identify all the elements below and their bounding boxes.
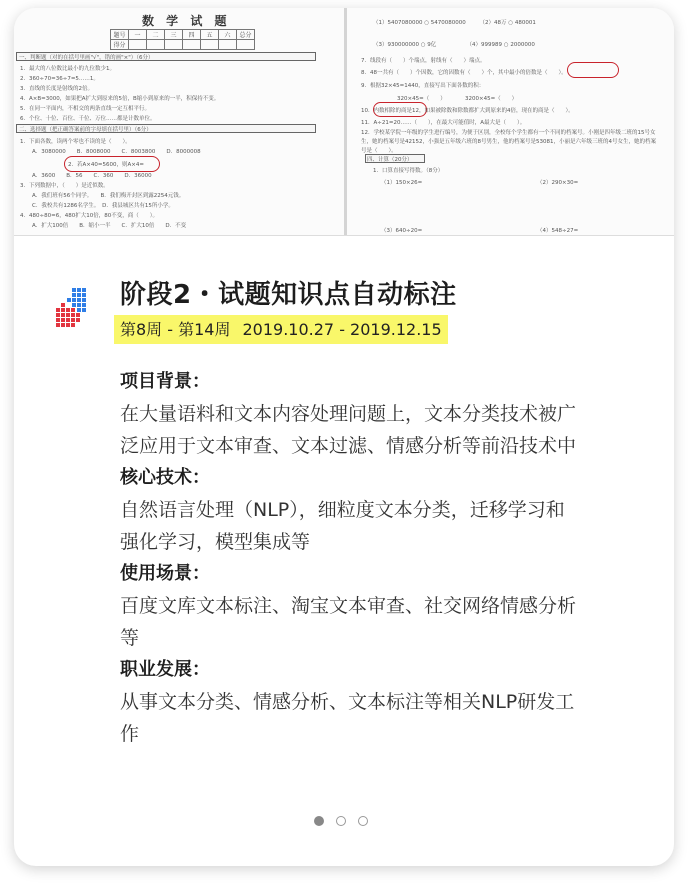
- exam-line: 12．学校某学院一年级的学生进行编号，为便于区别，全校每个学生都有一个不同的档案号。小刚是四年级二班的15号女生，她的档案号是42152，小强是五年级六班的8号男生，他的档案号是53081，小丽是六年级三班的4号女生，她的档案号是（ ）。: [361, 130, 656, 154]
- score-row-label: 得分: [111, 40, 129, 50]
- exam-line: 6．个位、十位、百位、千位、万位……都是计数单位。: [20, 116, 156, 122]
- section-body-career: 从事文本分类、情感分析、文本标注等相关NLP研发工作: [120, 691, 575, 745]
- exam-line: A．我们班有56个同学。 B．我们梅开封区到露2254元钱。: [32, 193, 185, 199]
- section-heading-background: 项目背景：: [120, 371, 210, 392]
- exam-line: A．扩大100倍 B．缩小一半 C．扩大10倍 D．不变: [32, 223, 187, 229]
- exam-line: （1）5407080000 ○ 5470080000 （2）48万 ○ 480001: [373, 20, 536, 26]
- exam-section-text: 四、计算（20分）: [367, 157, 413, 163]
- exam-paper-left-column: [14, 8, 344, 236]
- section-heading-use-cases: 使用场景：: [120, 563, 210, 584]
- exam-line: 10．内数相除的商是12，如果被除数和除数都扩大到原来的4倍，现在的商是（ ）。: [361, 108, 574, 114]
- exam-line: 1．口算直接写得数。（8分）: [373, 168, 444, 174]
- stage-description: [120, 366, 580, 750]
- exam-line: 1．下面各数，读两个零也不读的是（ ）。: [20, 139, 131, 145]
- exam-title: 数 学 试 题: [142, 14, 231, 28]
- section-heading-career: 职业发展：: [120, 659, 210, 680]
- score-header: 三: [165, 30, 183, 40]
- section-body-background: 在大量语料和文本内容处理问题上，文本分类技术被广泛应用于文本审查、文本过滤、情感分析等前沿技术中: [120, 403, 577, 457]
- exam-line: 11．A÷21=20……（ ），在最大可能值时，A最大是（ ）。: [361, 120, 526, 126]
- exam-line: 320×45=（ ） 3200×45=（ ）: [397, 96, 518, 102]
- score-header: 题号: [111, 30, 129, 40]
- pager-dot-1[interactable]: [314, 816, 324, 826]
- exam-line: 3．直线的长度是射线的2倍。: [20, 86, 93, 92]
- score-table: [110, 29, 255, 50]
- date-range-highlight: [114, 315, 448, 344]
- stage-card: [14, 8, 674, 866]
- annotation-oval: [567, 62, 619, 78]
- exam-line: 7．线段有（ ）个端点，射线有（ ）端点。: [361, 58, 486, 64]
- exam-line: 2．360÷70=36÷7=5……1。: [20, 76, 99, 82]
- exam-line: A．3080000 B．8008000 C．8003800 D．8000008: [32, 149, 201, 155]
- section-body-use-cases: 百度文库文本标注、淘宝文本审查、社交网络情感分析等: [120, 595, 577, 649]
- exam-line: 2．若A×40=5600，则A×4=: [68, 162, 144, 168]
- exam-line: （4）548÷27=: [537, 228, 579, 234]
- section-body-core-tech: 自然语言处理（NLP），细粒度文本分类，迁移学习和强化学习，模型集成等: [120, 499, 565, 553]
- pager-dot-2[interactable]: [336, 816, 346, 826]
- score-header: 总分: [237, 30, 255, 40]
- exam-line: （3）930000000 ○ 9亿 （4）999989 ○ 2000000: [373, 42, 535, 48]
- exam-line: 8．48一共有（ ）个因数，它的因数有（ ）个，其中最小的倍数是（ ）。: [361, 70, 567, 76]
- exam-line: 3．下列数据中，（ ）是近似数。: [20, 183, 109, 189]
- exam-section-text: 一、判断题（对的在括号里画"√"，错的画"×"）（6分）: [19, 55, 154, 61]
- score-header: 五: [201, 30, 219, 40]
- score-header: 二: [147, 30, 165, 40]
- score-header: 一: [129, 30, 147, 40]
- score-header: 六: [219, 30, 237, 40]
- carousel-pager: [314, 816, 368, 826]
- exam-line: （2）290×30=: [537, 180, 579, 186]
- exam-line: 9．根据32×45=1440，直接写出下面各数的积：: [361, 83, 485, 89]
- exam-paper-image: [14, 8, 674, 236]
- stage-title: 阶段2・试题知识点自动标注: [120, 280, 457, 310]
- exam-line: A．3600 B．56 C．360 D．36000: [32, 173, 152, 179]
- section-heading-core-tech: 核心技术：: [120, 467, 210, 488]
- exam-line: （1）150×26=: [381, 180, 423, 186]
- exam-line: C．我校共有1286名学生。 D．我县城区共有15所小学。: [32, 203, 174, 209]
- exam-line: 5．在同一平面内，不相交的两条直线一定互相平行。: [20, 106, 151, 112]
- exam-section-text: 二、选择题（把正确答案前的字母填在括号里）（6分）: [19, 127, 152, 133]
- exam-line: 4．480÷80=6，480扩大10倍，80不变，商（ ）。: [20, 213, 158, 219]
- exam-line: （3）640÷20=: [381, 228, 423, 234]
- date-range: 2019.10.27 - 2019.12.15: [242, 320, 442, 339]
- pager-dot-3[interactable]: [358, 816, 368, 826]
- exam-paper-right-column: [347, 8, 674, 236]
- week-range: 第8周 - 第14周: [120, 320, 231, 339]
- score-header: 四: [183, 30, 201, 40]
- pixel-grid-logo-icon: [56, 288, 86, 330]
- exam-line: 1．最大的八位数比最小的九位数少1。: [20, 66, 115, 72]
- exam-line: 4．A×B=3000，如果把A扩大到原来的5倍，B缩小到原来的一半，积保持不变。: [20, 96, 220, 102]
